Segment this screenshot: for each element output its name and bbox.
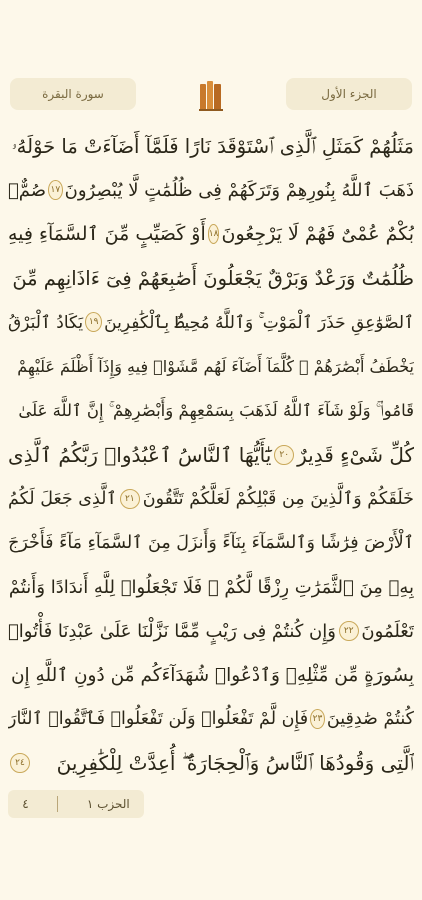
verse-text: ٱلَّذِى جَعَلَ لَكُمُ (8, 488, 117, 509)
page-footer[interactable] (8, 790, 144, 818)
page-header (10, 78, 412, 112)
ayah-number-marker[interactable]: ٢٢ (339, 621, 359, 641)
footer-divider (57, 796, 58, 812)
quran-line[interactable] (8, 743, 414, 783)
ayah-number-marker[interactable]: ٢٠ (274, 445, 294, 465)
quran-line[interactable] (8, 391, 414, 431)
quran-line[interactable] (8, 435, 414, 475)
verse-text: ٱلصَّوَٰعِقِ حَذَرَ ٱلْمَوْتِ ۚ وَٱللَّهُ مُحِيطٌۢ بِٱلْكَٰفِرِينَ (104, 312, 414, 333)
juz-name: الجزء الأول (321, 87, 377, 101)
verse-text: صُمٌّۢ (8, 179, 47, 201)
quran-line[interactable] (8, 258, 414, 298)
quran-line[interactable] (8, 347, 414, 387)
ayah-number-marker[interactable]: ١٧ (48, 180, 63, 200)
verse-text: وَإِن كُنتُمْ فِى رَيْبٍ مِّمَّا نَزَّلْنَا عَلَىٰ عَبْدِنَا فَأْتُوا۟ (8, 620, 336, 642)
juz-name-pill[interactable] (286, 78, 412, 110)
verse-text: بِسُورَةٍ مِّن مِّثْلِهِۦ وَٱدْعُوا۟ شُهَدَآءَكُم مِّن دُونِ ٱللَّهِ إِن (10, 664, 414, 686)
verse-text: فَإِن لَّمْ تَفْعَلُوا۟ وَلَن تَفْعَلُوا۟ فَٱتَّقُوا۟ ٱلنَّارَ (8, 709, 309, 730)
quran-line[interactable] (8, 567, 414, 607)
verse-text: يَكَادُ ٱلْبَرْقُ (8, 312, 84, 333)
quran-line[interactable] (8, 170, 414, 210)
quran-line[interactable] (8, 655, 414, 695)
hizb-label: الحزب ١ (86, 797, 130, 811)
surah-name-pill[interactable] (10, 78, 136, 110)
verse-text: بِهِۦ مِنَ ٱلثَّمَرَٰتِ رِزْقًا لَّكُمْ ۖ فَلَا تَجْعَلُوا۟ لِلَّهِ أَندَادًا وَأَنتُمْ (8, 576, 414, 598)
ayah-number-marker[interactable]: ٢٤ (10, 753, 30, 773)
verse-text: يَٰٓأَيُّهَا ٱلنَّاسُ ٱعْبُدُوا۟ رَبَّكُمُ ٱلَّذِى (8, 442, 272, 467)
verse-text: تَعْلَمُونَ (361, 620, 414, 642)
verse-text: كُنتُمْ صَٰدِقِينَ (326, 709, 414, 730)
verse-text: ظُلُمَٰتٌ وَرَعْدٌ وَبَرْقٌ يَجْعَلُونَ أَصَٰبِعَهُمْ فِىٓ ءَاذَانِهِم مِّنَ (12, 266, 414, 290)
ayah-number-marker[interactable]: ٢١ (120, 489, 140, 509)
surah-name: سورة البقرة (42, 87, 104, 101)
ayah-number-marker[interactable]: ١٩ (85, 312, 102, 332)
ayah-number-marker[interactable]: ٢٣ (310, 709, 325, 729)
ayah-number-marker[interactable]: ١٨ (208, 224, 220, 244)
verse-text: مَثَلُهُمْ كَمَثَلِ ٱلَّذِى ٱسْتَوْقَدَ نَارًا فَلَمَّآ أَضَآءَتْ مَا حَوْلَهُۥ (11, 134, 414, 158)
verse-text: أَوْ كَصَيِّبٍ مِّنَ ٱلسَّمَآءِ فِيهِ (8, 223, 206, 246)
page-number: ٤ (22, 797, 29, 811)
mushaf-page (8, 126, 414, 788)
verse-text: بُكْمٌ عُمْىٌ فَهُمْ لَا يَرْجِعُونَ (221, 223, 414, 246)
quran-line[interactable] (8, 302, 414, 342)
quran-line[interactable] (8, 699, 414, 739)
verse-text: ٱلْأَرْضَ فِرَٰشًا وَٱلسَّمَآءَ بِنَآءً وَأَنزَلَ مِنَ ٱلسَّمَآءِ مَآءً فَأَخْرَجَ (8, 532, 414, 553)
quran-line[interactable] (8, 126, 414, 166)
verse-text: ٱلَّتِى وَقُودُهَا ٱلنَّاسُ وَٱلْحِجَارَةُ ۖ أُعِدَّتْ لِلْكَٰفِرِينَ (56, 751, 414, 776)
verse-text: خَلَقَكُمْ وَٱلَّذِينَ مِن قَبْلِكُمْ لَعَلَّكُمْ تَتَّقُونَ (142, 488, 414, 509)
verse-text: يَخْطَفُ أَبْصَٰرَهُمْ ۖ كُلَّمَآ أَضَآءَ لَهُم مَّشَوْا۟ فِيهِ وَإِذَآ أَظْلَمَ عَلَيْهِمْ (17, 357, 414, 376)
quran-line[interactable] (8, 214, 414, 254)
verse-text: كُلِّ شَىْءٍ قَدِيرٌ (297, 442, 414, 467)
verse-text: قَامُوا۟ ۚ وَلَوْ شَآءَ ٱللَّهُ لَذَهَبَ بِسَمْعِهِمْ وَأَبْصَٰرِهِمْ ۚ إِنَّ ٱللَّهَ عَلَىٰ (18, 400, 414, 420)
quran-line[interactable] (8, 611, 414, 651)
quran-line[interactable] (8, 523, 414, 563)
verse-text: ذَهَبَ ٱللَّهُ بِنُورِهِمْ وَتَرَكَهُمْ فِى ظُلُمَٰتٍ لَّا يُبْصِرُونَ (64, 179, 414, 201)
quran-line[interactable] (8, 479, 414, 519)
book-icon[interactable] (197, 78, 225, 112)
